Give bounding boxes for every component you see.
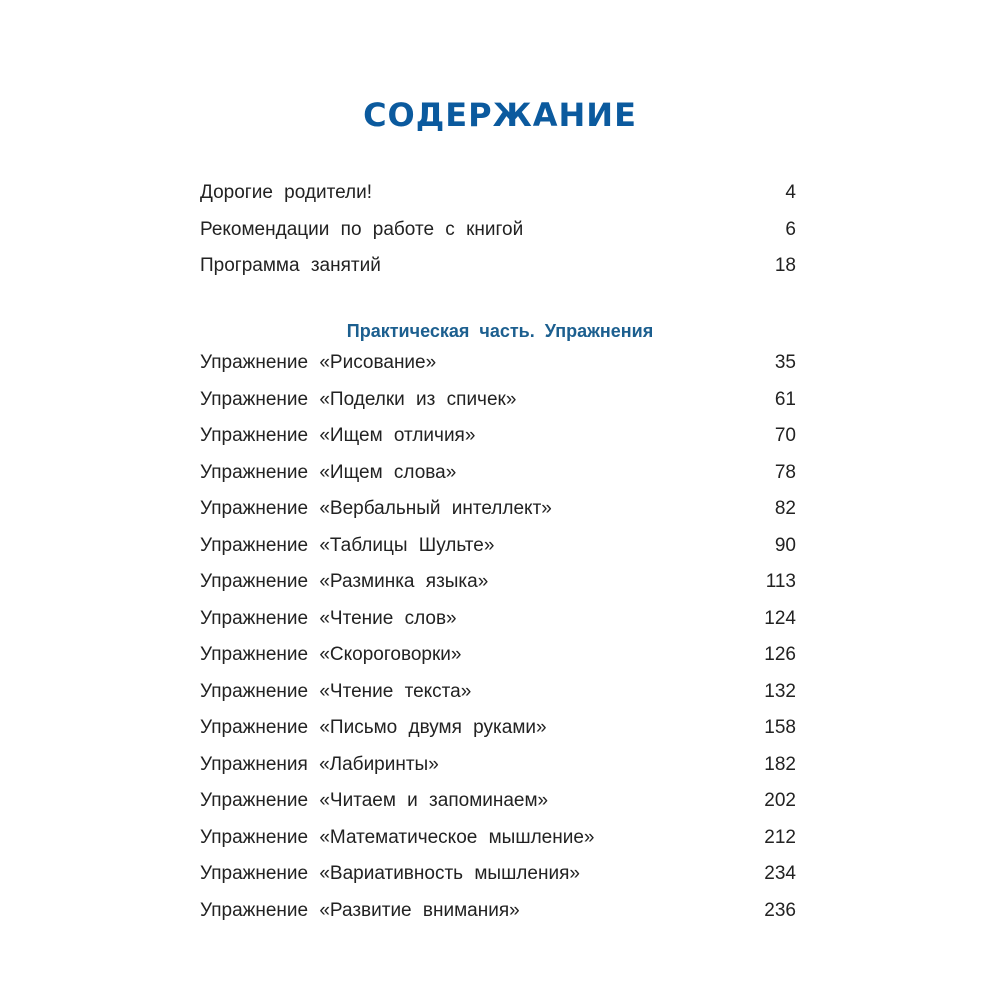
toc-entry-title: Упражнение «Ищем отличия»	[200, 425, 476, 446]
toc-entry-page: 18	[774, 255, 796, 276]
toc-entry-page: 202	[764, 790, 796, 811]
toc-entry	[200, 345, 796, 382]
toc-entry	[200, 382, 796, 419]
toc-entry	[200, 856, 796, 893]
toc-entry-page: 6	[785, 218, 796, 240]
toc-entry	[200, 710, 796, 747]
toc-entry	[200, 248, 796, 285]
toc-entry-title: Упражнение «Таблицы Шульте»	[200, 534, 495, 556]
toc-entry-page: 4	[785, 182, 796, 203]
section-heading: Практическая часть. Упражнения	[346, 320, 654, 341]
toc-entry	[200, 212, 796, 249]
toc-entry-title: Упражнение «Поделки из спичек»	[200, 388, 517, 410]
toc-entry-title: Дорогие родители!	[200, 182, 372, 203]
toc-entry-page: 126	[764, 644, 796, 665]
toc-entry-page: 132	[764, 680, 796, 702]
toc-entry-title: Упражнение «Разминка языка»	[200, 571, 489, 592]
toc-entry-page: 61	[774, 388, 796, 410]
toc-entry-title: Упражнения «Лабиринты»	[200, 753, 439, 775]
toc-entry-title: Упражнение «Чтение текста»	[200, 680, 472, 702]
toc-entry	[200, 747, 796, 784]
toc-entry-title: Упражнение «Читаем и запоминаем»	[200, 790, 549, 811]
toc-entry-title: Упражнение «Развитие внимания»	[200, 899, 520, 921]
toc-entry-page: 82	[774, 498, 796, 519]
toc-entry	[200, 637, 796, 674]
toc-entry	[200, 528, 796, 565]
toc-entry-page: 35	[774, 352, 796, 373]
toc-entry-title: Упражнение «Математическое мышление»	[200, 826, 595, 848]
toc-entry-page: 90	[774, 534, 796, 556]
toc-entry-title: Упражнение «Скороговорки»	[200, 644, 462, 665]
toc-entry-page: 212	[764, 826, 796, 848]
toc-entry-page: 158	[764, 717, 796, 738]
toc-entry	[200, 455, 796, 492]
page-title: СОДЕРЖАНИЕ	[363, 96, 637, 135]
toc-entry	[200, 820, 796, 857]
toc-entry-title: Упражнение «Письмо двумя руками»	[200, 717, 547, 738]
toc-entry-page: 234	[764, 863, 796, 884]
toc-entry-title: Упражнение «Рисование»	[200, 352, 437, 373]
toc-entry	[200, 601, 796, 638]
toc-entry-page: 113	[765, 571, 796, 592]
toc-entry	[200, 491, 796, 528]
toc-entry-page: 182	[764, 753, 796, 775]
toc-entry	[200, 175, 796, 212]
toc-entry	[200, 564, 796, 601]
toc-entry	[200, 418, 796, 455]
toc-entry-page: 78	[774, 461, 796, 483]
toc-entry-title: Рекомендации по работе с книгой	[200, 218, 524, 240]
toc-entry-title: Программа занятий	[200, 255, 381, 276]
toc-entry-page: 236	[764, 899, 796, 921]
toc-entry-title: Упражнение «Вербальный интеллект»	[200, 498, 552, 519]
toc-entry-title: Упражнение «Ищем слова»	[200, 461, 457, 483]
toc-entry	[200, 893, 796, 930]
toc-entry-page: 124	[764, 607, 796, 629]
toc-exercise-list	[200, 345, 796, 929]
toc-entry	[200, 674, 796, 711]
toc-entry	[200, 783, 796, 820]
toc-entry-title: Упражнение «Вариативность мышления»	[200, 863, 580, 884]
toc-entry-title: Упражнение «Чтение слов»	[200, 607, 457, 629]
toc-entry-page: 70	[774, 425, 796, 446]
toc-intro-list	[200, 175, 796, 285]
